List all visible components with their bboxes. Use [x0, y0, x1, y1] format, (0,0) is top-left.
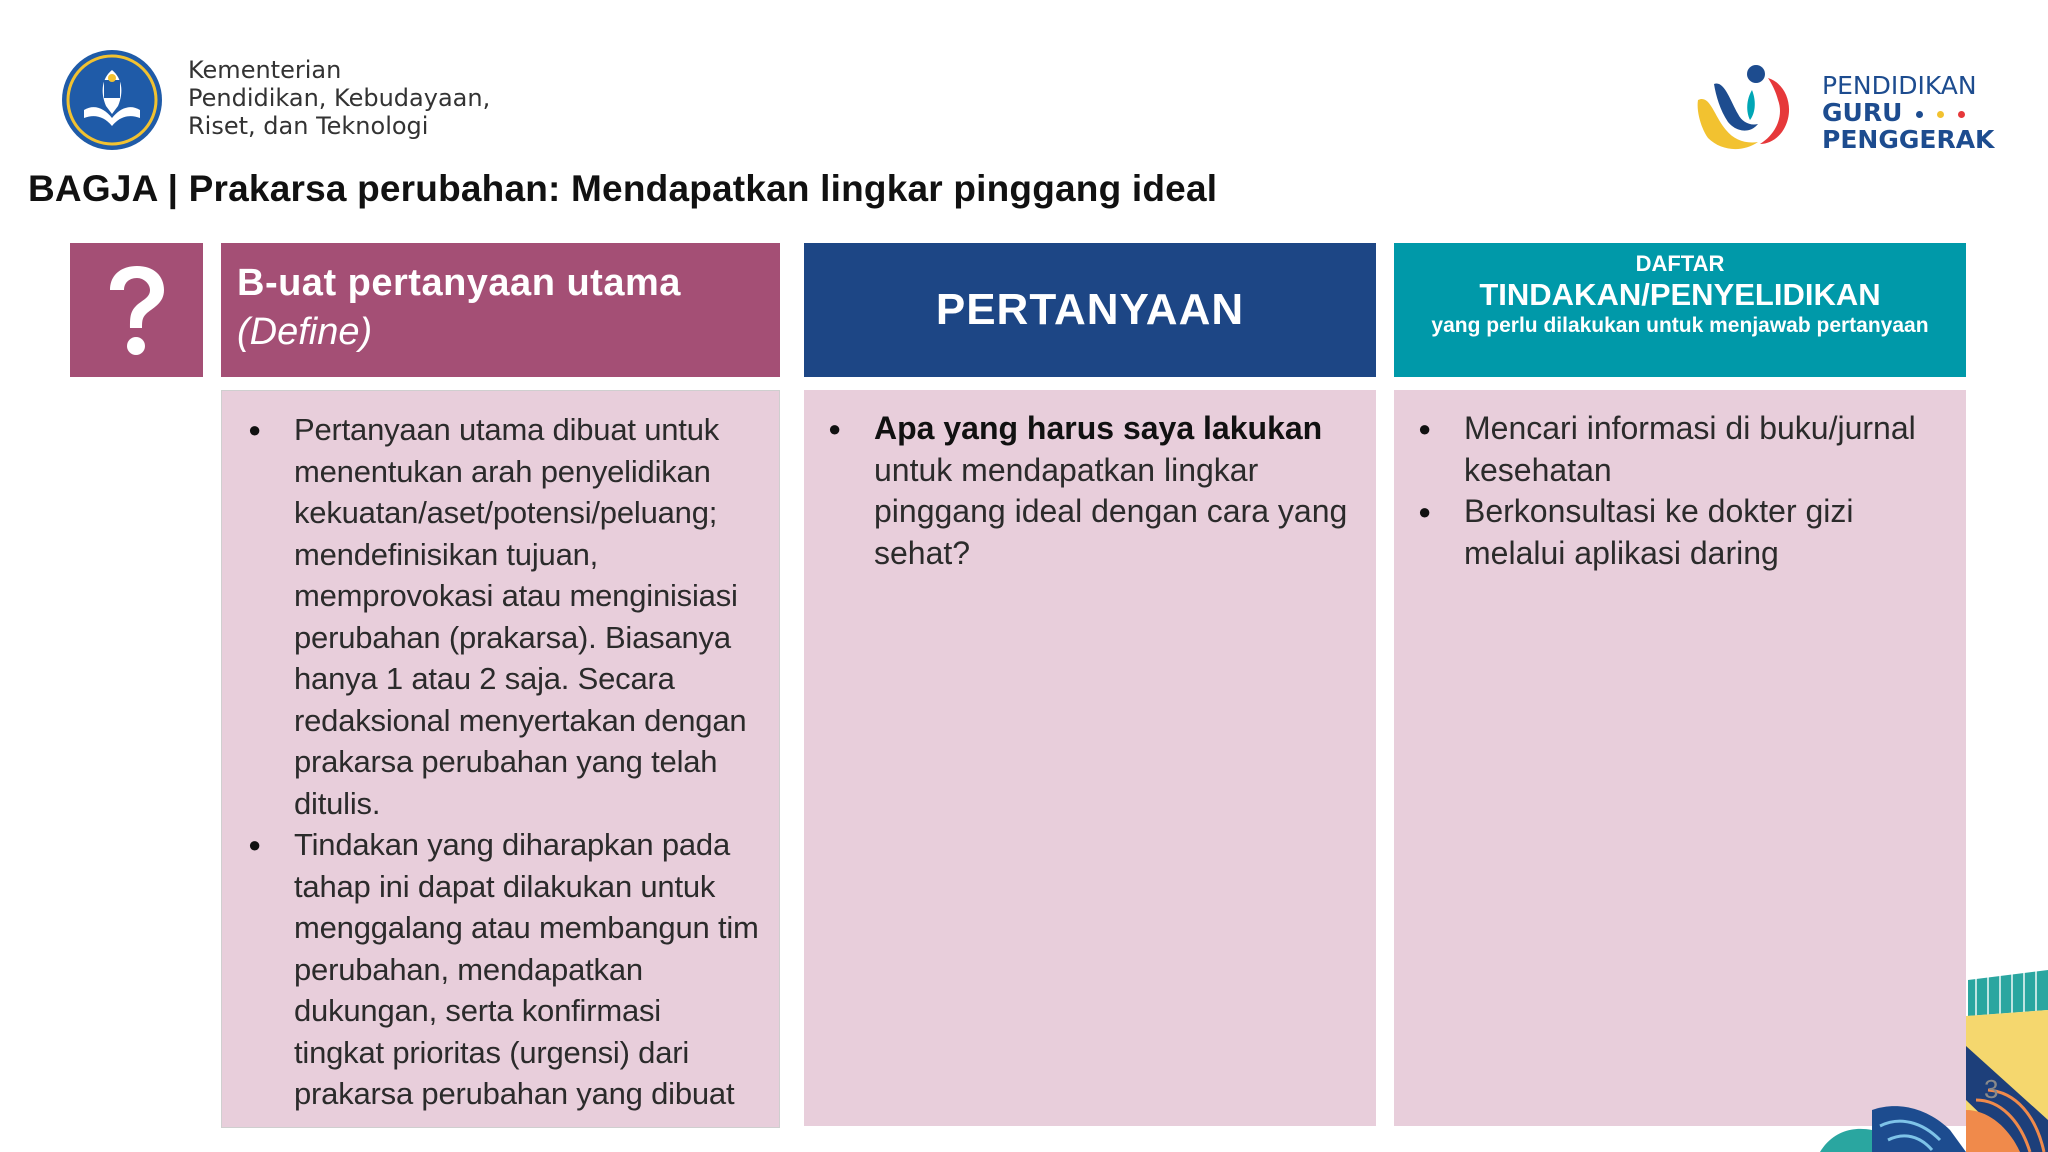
kemdikbud-logo	[60, 48, 164, 152]
ministry-name	[188, 56, 490, 140]
define-list-item: ● Tindakan yang diharapkan pada tahap ini dapat dilakukan untuk menggalang atau membangun tim perubahan, mendapatkan dukungan, serta konfirmasi tingkat prioritas (urgensi) dari prakarsa perubahan yang dibuat	[242, 824, 759, 1115]
ministry-line-2: Pendidikan, Kebudayaan,	[188, 84, 491, 112]
tindakan-kicker: DAFTAR	[1635, 251, 1725, 276]
tindakan-list-item: ● Mencari informasi di buku/jurnal kesehatan	[1412, 408, 1952, 491]
question-icon-box	[70, 243, 203, 377]
program-line-3: PENGGERAK	[1822, 125, 1995, 154]
tindakan-list	[1412, 408, 1952, 574]
define-title: B-uat pertanyaan utama	[237, 262, 681, 304]
tindakan-subtitle: yang perlu dilakukan untuk menjawab pertanyaan	[1431, 314, 1929, 337]
guru-penggerak-logo	[1692, 60, 1804, 156]
pertanyaan-bold-text: Apa yang harus saya lakukan	[874, 410, 1323, 446]
pertanyaan-panel	[804, 390, 1376, 1126]
program-line-1: PENDIDIKAN	[1822, 71, 1977, 100]
tindakan-header	[1394, 243, 1966, 377]
color-dots	[1902, 98, 1965, 127]
tindakan-title: TINDAKAN/PENYELIDIKAN	[1479, 277, 1881, 312]
pertanyaan-title: PERTANYAAN	[935, 285, 1245, 334]
define-panel	[221, 390, 780, 1128]
ministry-line-1: Kementerian	[188, 56, 342, 84]
pertanyaan-list-item	[822, 408, 1356, 574]
define-subtitle: (Define)	[237, 311, 373, 353]
decorative-corner-graphic	[1780, 960, 2048, 1152]
define-list	[242, 409, 759, 1115]
pertanyaan-header	[804, 243, 1376, 377]
ministry-line-3: Riset, dan Teknologi	[188, 112, 429, 140]
tindakan-list-item: ● Berkonsultasi ke dokter gizi melalui aplikasi daring	[1412, 491, 1952, 574]
pertanyaan-list	[822, 408, 1356, 574]
question-mark-icon	[102, 262, 172, 358]
page-title: BAGJA | Prakarsa perubahan: Mendapatkan lingkar pinggang ideal	[28, 168, 1218, 209]
guru-penggerak-wordmark	[1822, 72, 1994, 153]
define-header	[221, 243, 780, 377]
define-list-item: ● Pertanyaan utama dibuat untuk menentukan arah penyelidikan kekuatan/aset/potensi/peluang; mendefinisikan tujuan, memprovokasi atau menginisiasi perubahan (prakarsa). Biasanya hanya 1 atau 2 saja. Secara redaksional menyertakan dengan prakarsa perubahan yang telah ditulis.	[242, 409, 759, 824]
page-number: 3	[1984, 1074, 1999, 1104]
pertanyaan-rest-text: untuk mendapatkan lingkar pinggang ideal dengan cara yang sehat?	[874, 451, 1348, 571]
program-line-2: GURU	[1822, 98, 1903, 127]
